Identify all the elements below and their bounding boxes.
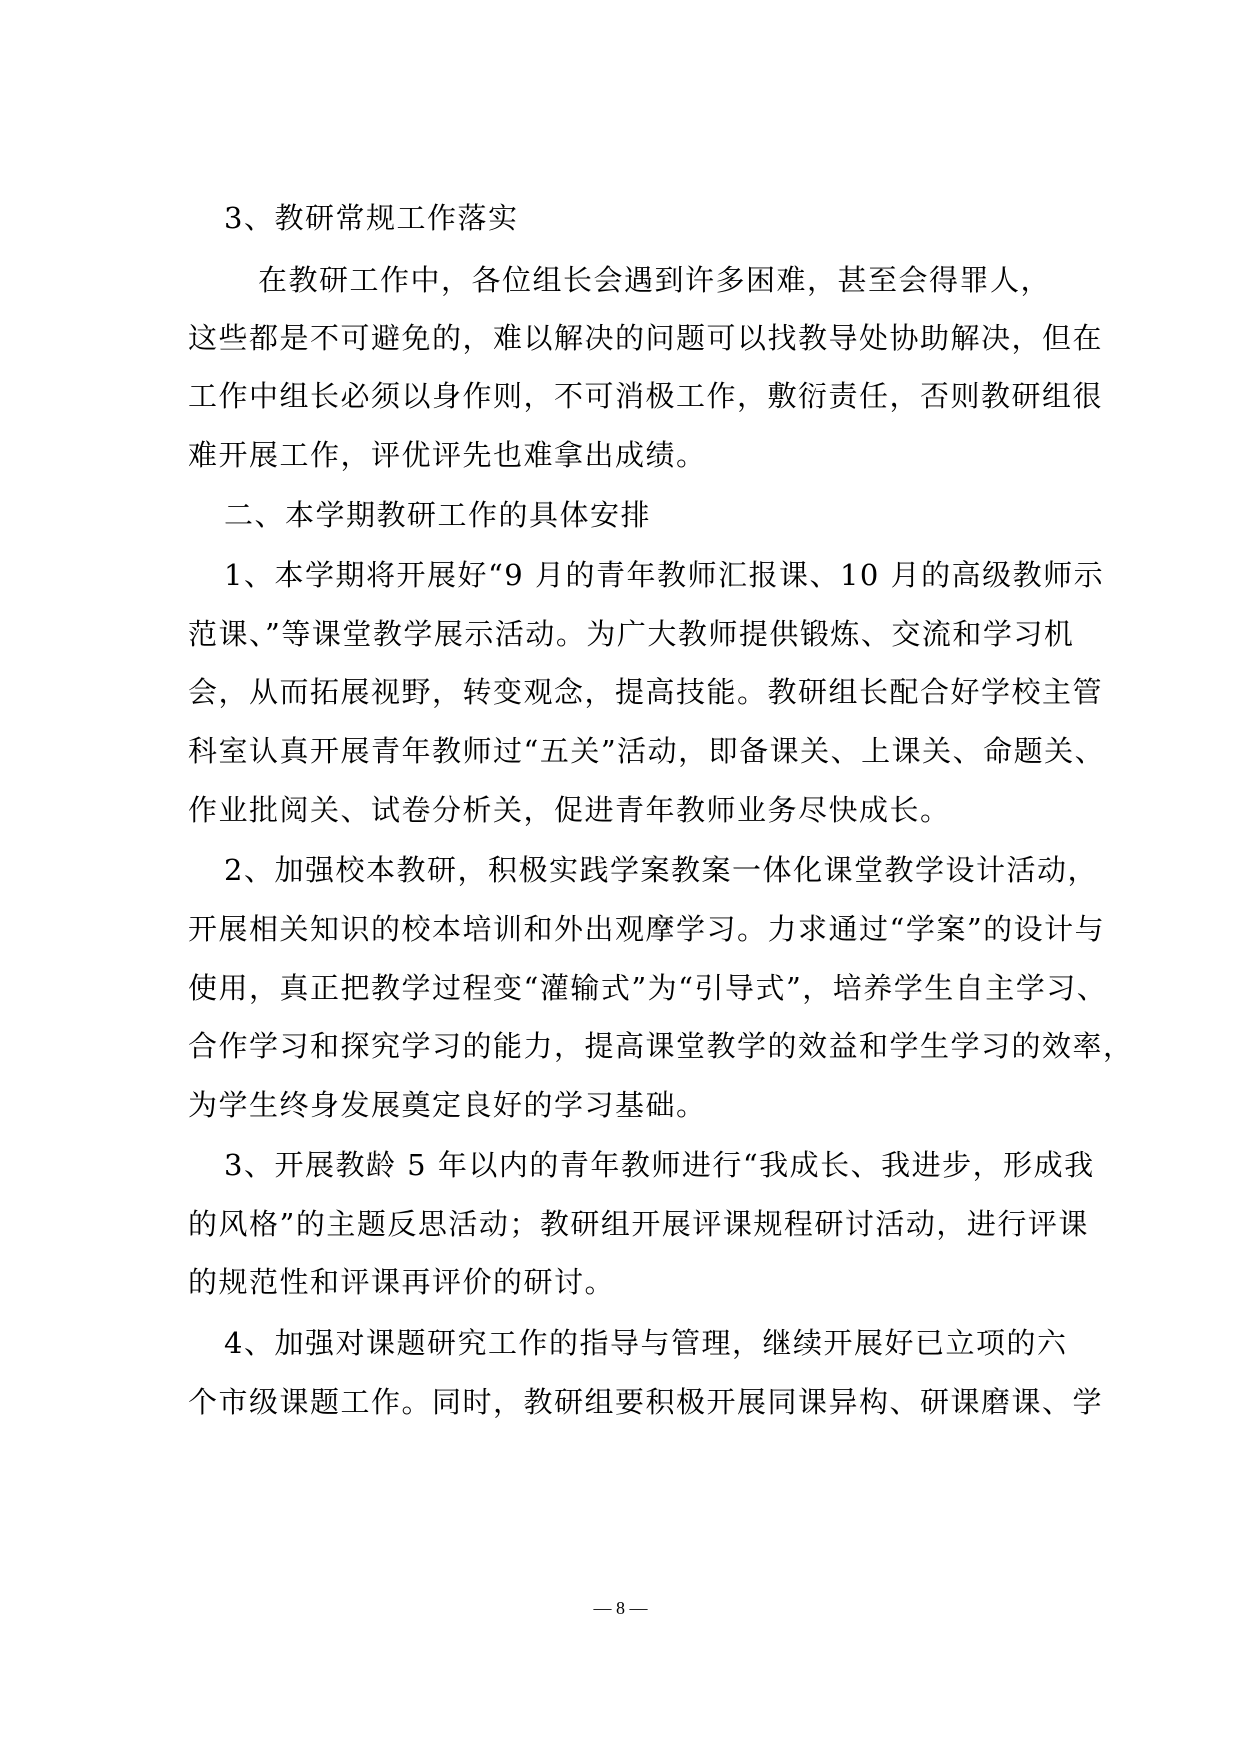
paragraph-line: 个市级课题工作。同时，教研组要积极开展同课异构、研课磨课、学 xyxy=(188,1385,1104,1419)
paragraph-line: 工作中组长必须以身作则，不可消极工作，敷衍责任，否则教研组很 xyxy=(188,379,1104,413)
paragraph-line: 这些都是不可避免的，难以解决的问题可以找教导处协助解决，但在 xyxy=(188,321,1104,355)
paragraph-line: 范课、”等课堂教学展示活动。为广大教师提供锻炼、交流和学习机 xyxy=(188,617,1075,651)
paragraph-line: 在教研工作中，各位组长会遇到许多困难，甚至会得罪人， xyxy=(258,263,1052,297)
paragraph-line: 作业批阅关、试卷分析关，促进青年教师业务尽快成长。 xyxy=(188,793,951,827)
page-number: — 8 — xyxy=(593,1598,648,1618)
paragraph-line: 开展相关知识的校本培训和外出观摩学习。力求通过“学案”的设计与 xyxy=(188,912,1106,946)
paragraph-line: 使用，真正把教学过程变“灌输式”为“引导式”，培养学生自主学习、 xyxy=(188,971,1108,1005)
paragraph-line: 2、加强校本教研，积极实践学案教案一体化课堂教学设计活动， xyxy=(224,853,1098,887)
paragraph-line: 合作学习和探究学习的能力，提高课堂教学的效益和学生学习的效率， xyxy=(188,1029,1134,1063)
paragraph-line: 3、开展教龄 5 年以内的青年教师进行“我成长、我进步，形成我 xyxy=(224,1148,1095,1182)
paragraph-line: 4、加强对课题研究工作的指导与管理，继续开展好已立项的六 xyxy=(224,1326,1068,1360)
section-heading-3: 3、教研常规工作落实 xyxy=(224,201,519,235)
paragraph-line: 会，从而拓展视野，转变观念，提高技能。教研组长配合好学校主管 xyxy=(188,675,1104,709)
section-heading-2: 二、本学期教研工作的具体安排 xyxy=(224,498,652,532)
paragraph-line: 为学生终身发展奠定良好的学习基础。 xyxy=(188,1088,707,1122)
paragraph-line: 的规范性和评课再评价的研讨。 xyxy=(188,1265,616,1299)
paragraph-line: 科室认真开展青年教师过“五关”活动，即备课关、上课关、命题关、 xyxy=(188,734,1106,768)
paragraph-line: 1、本学期将开展好“9 月的青年教师汇报课、10 月的高级教师示 xyxy=(224,558,1105,592)
paragraph-line: 难开展工作，评优评先也难拿出成绩。 xyxy=(188,438,707,472)
paragraph-line: 的风格”的主题反思活动；教研组开展评课规程研讨活动，进行评课 xyxy=(188,1207,1089,1241)
